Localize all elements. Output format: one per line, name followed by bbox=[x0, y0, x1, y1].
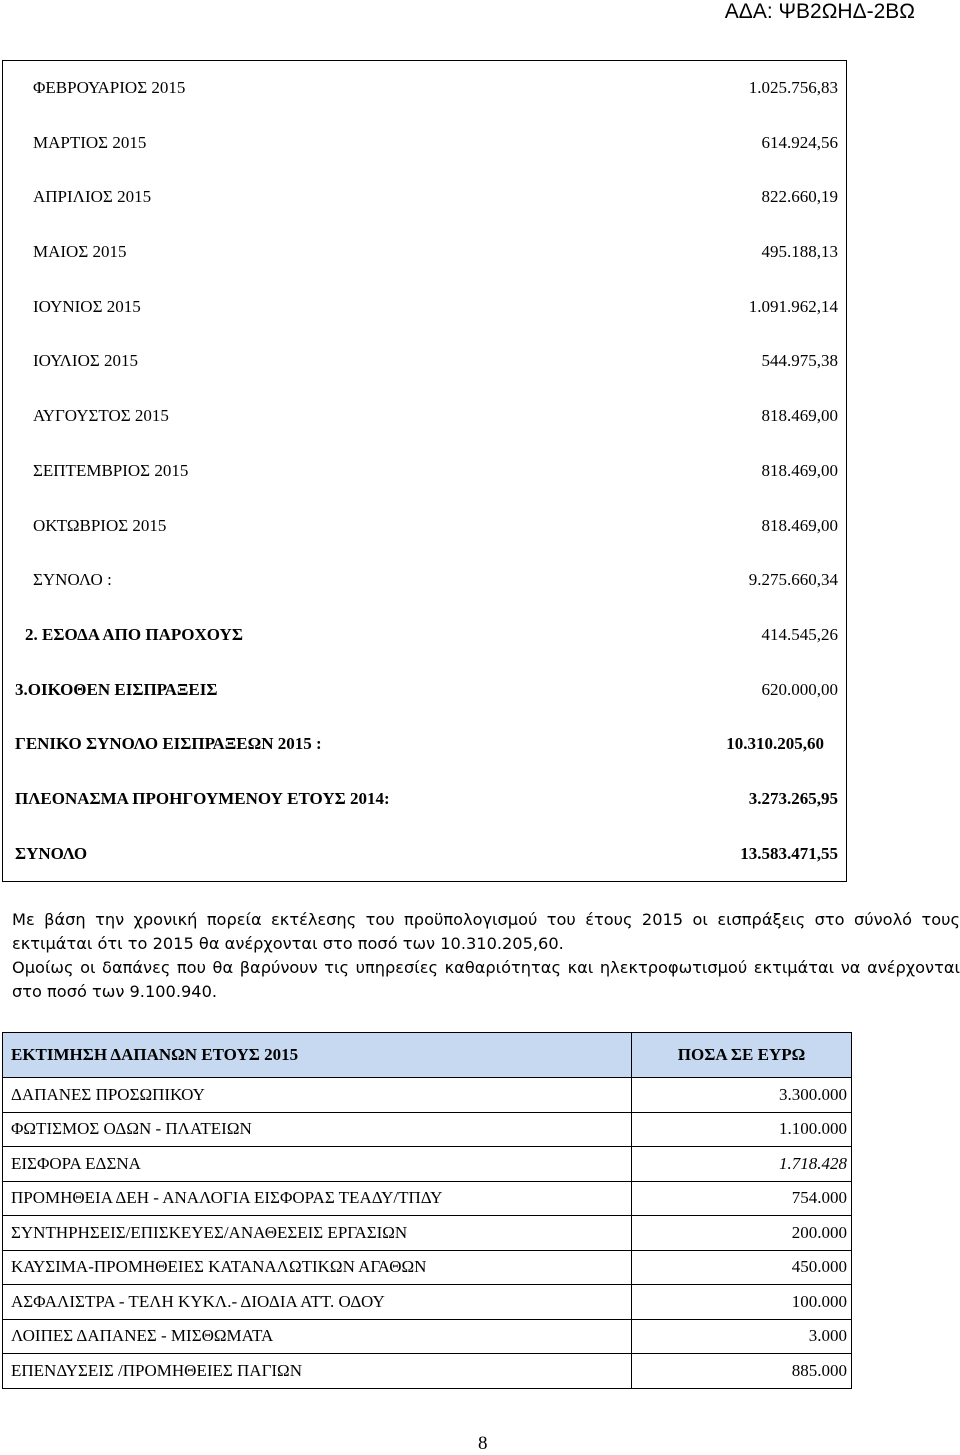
subtotal-row bbox=[3, 553, 847, 608]
table-row bbox=[3, 1319, 852, 1354]
row-value: 818.469,00 bbox=[761, 406, 838, 426]
providers-row bbox=[3, 608, 847, 663]
general-total-label: ΓΕΝΙΚΟ ΣΥΝΟΛΟ ΕΙΣΠΡΑΞΕΩΝ 2015 : bbox=[15, 734, 322, 754]
expense-amount: 100.000 bbox=[632, 1285, 852, 1320]
table-row bbox=[3, 61, 847, 116]
providers-label: 2. ΕΣΟΔΑ ΑΠΟ ΠΑΡΟΧΟΥΣ bbox=[25, 625, 243, 645]
row-value: 822.660,19 bbox=[761, 187, 838, 207]
surplus-label: ΠΛΕΟΝΑΣΜΑ ΠΡΟΗΓΟΥΜΕΝΟΥ ΕΤΟΥΣ 2014: bbox=[15, 789, 390, 809]
surplus-value: 3.273.265,95 bbox=[748, 789, 838, 809]
table-row bbox=[3, 279, 847, 334]
row-value: 1.091.962,14 bbox=[748, 296, 838, 316]
revenue-table bbox=[2, 60, 847, 882]
row-value: 818.469,00 bbox=[761, 515, 838, 535]
general-total-value: 10.310.205,60 bbox=[726, 734, 824, 754]
expense-amount: 1.100.000 bbox=[632, 1112, 852, 1147]
table-row bbox=[3, 170, 847, 225]
own-revenue-value: 620.000,00 bbox=[761, 679, 838, 699]
general-total-row bbox=[3, 717, 847, 772]
table-row bbox=[3, 1250, 852, 1285]
row-label: ΑΥΓΟΥΣΤΟΣ 2015 bbox=[33, 406, 169, 426]
row-label: ΙΟΥΛΙΟΣ 2015 bbox=[33, 351, 138, 371]
table-row bbox=[3, 1078, 852, 1113]
expense-label: ΣΥΝΤΗΡΗΣΕΙΣ/ΕΠΙΣΚΕΥΕΣ/ΑΝΑΘΕΣΕΙΣ ΕΡΓΑΣΙΩΝ bbox=[3, 1216, 632, 1251]
expense-label: ΛΟΙΠΕΣ ΔΑΠΑΝΕΣ - ΜΙΣΘΩΜΑΤΑ bbox=[3, 1319, 632, 1354]
subtotal-value: 9.275.660,34 bbox=[748, 570, 838, 590]
table-row bbox=[3, 1354, 852, 1389]
subtotal-label: ΣΥΝΟΛΟ : bbox=[33, 570, 112, 590]
row-value: 1.025.756,83 bbox=[748, 78, 838, 98]
row-value: 818.469,00 bbox=[761, 460, 838, 480]
expenses-table bbox=[2, 1032, 852, 1389]
table-row bbox=[3, 1216, 852, 1251]
total-value: 13.583.471,55 bbox=[740, 843, 838, 863]
expense-label: ΕΙΣΦΟΡΑ ΕΔΣΝΑ bbox=[3, 1147, 632, 1182]
page-number: 8 bbox=[478, 1433, 488, 1454]
table-row bbox=[3, 225, 847, 280]
expense-amount: 754.000 bbox=[632, 1181, 852, 1216]
table-row bbox=[3, 389, 847, 444]
row-label: ΦΕΒΡΟΥΑΡΙΟΣ 2015 bbox=[33, 78, 186, 98]
own-revenue-label: 3.ΟΙΚΟΘΕΝ ΕΙΣΠΡΑΞΕΙΣ bbox=[15, 679, 218, 699]
expense-label: ΚΑΥΣΙΜΑ-ΠΡΟΜΗΘΕΙΕΣ ΚΑΤΑΝΑΛΩΤΙΚΩΝ ΑΓΑΘΩΝ bbox=[3, 1250, 632, 1285]
expense-amount: 450.000 bbox=[632, 1250, 852, 1285]
table-row bbox=[3, 115, 847, 170]
expenses-header-title: ΕΚΤΙΜΗΣΗ ΔΑΠΑΝΩΝ ΕΤΟΥΣ 2015 bbox=[3, 1033, 632, 1078]
ada-code: ΑΔΑ: ΨΒ2ΩΗΔ-2ΒΩ bbox=[724, 0, 915, 23]
expense-amount: 3.300.000 bbox=[632, 1078, 852, 1113]
providers-value: 414.545,26 bbox=[761, 625, 838, 645]
expense-label: ΦΩΤΙΣΜΟΣ ΟΔΩΝ - ΠΛΑΤΕΙΩΝ bbox=[3, 1112, 632, 1147]
surplus-row bbox=[3, 772, 847, 827]
row-label: ΑΠΡΙΛΙΟΣ 2015 bbox=[33, 187, 152, 207]
row-label: ΙΟΥΝΙΟΣ 2015 bbox=[33, 296, 141, 316]
row-value: 495.188,13 bbox=[761, 242, 838, 262]
row-value: 544.975,38 bbox=[761, 351, 838, 371]
table-row bbox=[3, 1112, 852, 1147]
row-label: ΜΑΙΟΣ 2015 bbox=[33, 242, 127, 262]
expense-label: ΑΣΦΑΛΙΣΤΡΑ - ΤΕΛΗ ΚΥΚΛ.- ΔΙΟΔΙΑ ΑΤΤ. ΟΔΟΥ bbox=[3, 1285, 632, 1320]
expenses-header-row bbox=[3, 1033, 852, 1078]
expenses-header-amount: ΠΟΣΑ ΣΕ ΕΥΡΩ bbox=[632, 1033, 852, 1078]
row-label: ΟΚΤΩΒΡΙΟΣ 2015 bbox=[33, 515, 167, 535]
row-label: ΜΑΡΤΙΟΣ 2015 bbox=[33, 132, 147, 152]
expense-label: ΕΠΕΝΔΥΣΕΙΣ /ΠΡΟΜΗΘΕΙΕΣ ΠΑΓΙΩΝ bbox=[3, 1354, 632, 1389]
expense-amount: 1.718.428 bbox=[632, 1147, 852, 1182]
expense-amount: 3.000 bbox=[632, 1319, 852, 1354]
table-row bbox=[3, 334, 847, 389]
expense-amount: 885.000 bbox=[632, 1354, 852, 1389]
expense-label: ΔΑΠΑΝΕΣ ΠΡΟΣΩΠΙΚΟΥ bbox=[3, 1078, 632, 1113]
row-value: 614.924,56 bbox=[761, 132, 838, 152]
table-row bbox=[3, 444, 847, 499]
table-row bbox=[3, 1285, 852, 1320]
table-row bbox=[3, 1181, 852, 1216]
total-label: ΣΥΝΟΛΟ bbox=[15, 843, 88, 863]
row-label: ΣΕΠΤΕΜΒΡΙΟΣ 2015 bbox=[33, 460, 189, 480]
estimate-paragraph bbox=[12, 908, 960, 1004]
paragraph-expenses: Ομοίως οι δαπάνες που θα βαρύνουν τις υπηρεσίες καθαριότητας και ηλεκτροφωτισμού εκτιμάται να ανέρχονται στο ποσό των 9.100.940. bbox=[12, 958, 960, 1001]
expense-label: ΠΡΟΜΗΘΕΙΑ ΔΕΗ - ΑΝΑΛΟΓΙΑ ΕΙΣΦΟΡΑΣ ΤΕΑΔΥ/ΤΠΔΥ bbox=[3, 1181, 632, 1216]
total-row bbox=[3, 827, 847, 882]
table-row bbox=[3, 1147, 852, 1182]
table-row bbox=[3, 498, 847, 553]
paragraph-revenue: Με βάση την χρονική πορεία εκτέλεσης του προϋπολογισμού του έτους 2015 οι εισπράξεις στο σύνολό τους εκτιμάται ότι το 2015 θα ανέρχονται στο ποσό των 10.310.205,60. bbox=[12, 910, 960, 953]
expense-amount: 200.000 bbox=[632, 1216, 852, 1251]
own-revenue-row bbox=[3, 662, 847, 717]
